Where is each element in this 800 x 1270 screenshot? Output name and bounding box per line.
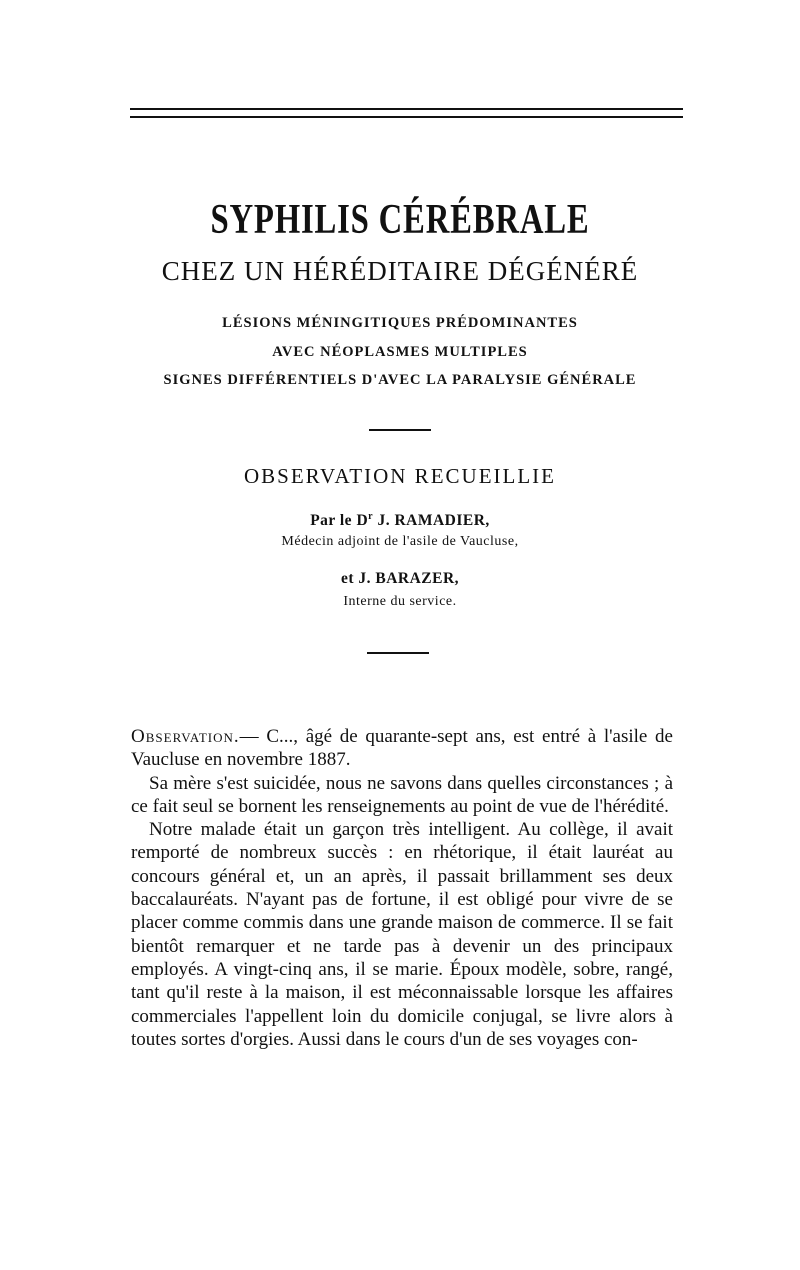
paragraph-1 [131,725,673,772]
section-divider-2 [367,652,429,654]
paragraph-3: Notre malade était un garçon très intelligent. Au collège, il avait remporté de nombreux succès : en rhétorique, il était lauréat au concours général et, un an après, il passait brillamment ses deux baccalauréats. N'ayant pas de fortune, il est obligé pour vivre de se placer comme commis dans une grande maison de commerce. Il se fait bientôt remarquer et ne tarde pas à devenir un des principaux employés. A vingt-cinq ans, il se marie. Époux modèle, sobre, rangé, tant qu'il reste à la maison, il est méconnaissable lorsque les affaires commerciales l'appellent loin du domicile conjugal, se livre alors à toutes sortes d'orgies. Aussi dans le cours d'un de ses voyages con- [131,819,673,1050]
paragraph-2: Sa mère s'est suicidée, nous ne savons dans quelles circonstances ; à ce fait seul se bornent les renseignements au point de vue de l'hérédité. [131,772,673,817]
body-text [131,725,673,1051]
author-2: et J. BARAZER, [340,570,460,587]
author-2-role: Interne du service. [343,594,457,609]
summary-line-2: AVEC NÉOPLASMES MULTIPLES [272,344,528,360]
summary-line-3: SIGNES DIFFÉRENTIELS D'AVEC LA PARALYSIE GÉNÉRALE [163,372,637,388]
summary-line-1: LÉSIONS MÉNINGITIQUES PRÉDOMINANTES [222,315,578,331]
author-1-role: Médecin adjoint de l'asile de Vaucluse, [281,534,519,549]
top-rule-lower [130,116,683,118]
author-1-name: J. RAMADIER, [373,512,490,530]
author-1-prefix: Par le D [310,512,369,530]
author-1 [0,511,800,530]
author-1-sup: r [368,511,374,522]
observation-label: Observation. [131,726,240,747]
section-divider-1 [369,429,431,431]
page-title: SYPHILIS CÉRÉBRALE [210,197,590,243]
paragraph-1-text: — C..., âgé de quarante-sept ans, est entré à l'asile de Vaucluse en novembre 1887. [131,726,673,771]
page-subtitle: CHEZ UN HÉRÉDITAIRE DÉGÉNÉRÉ [161,256,639,286]
observation-heading: OBSERVATION RECUEILLIE [243,464,556,488]
top-rule-upper [130,108,683,110]
